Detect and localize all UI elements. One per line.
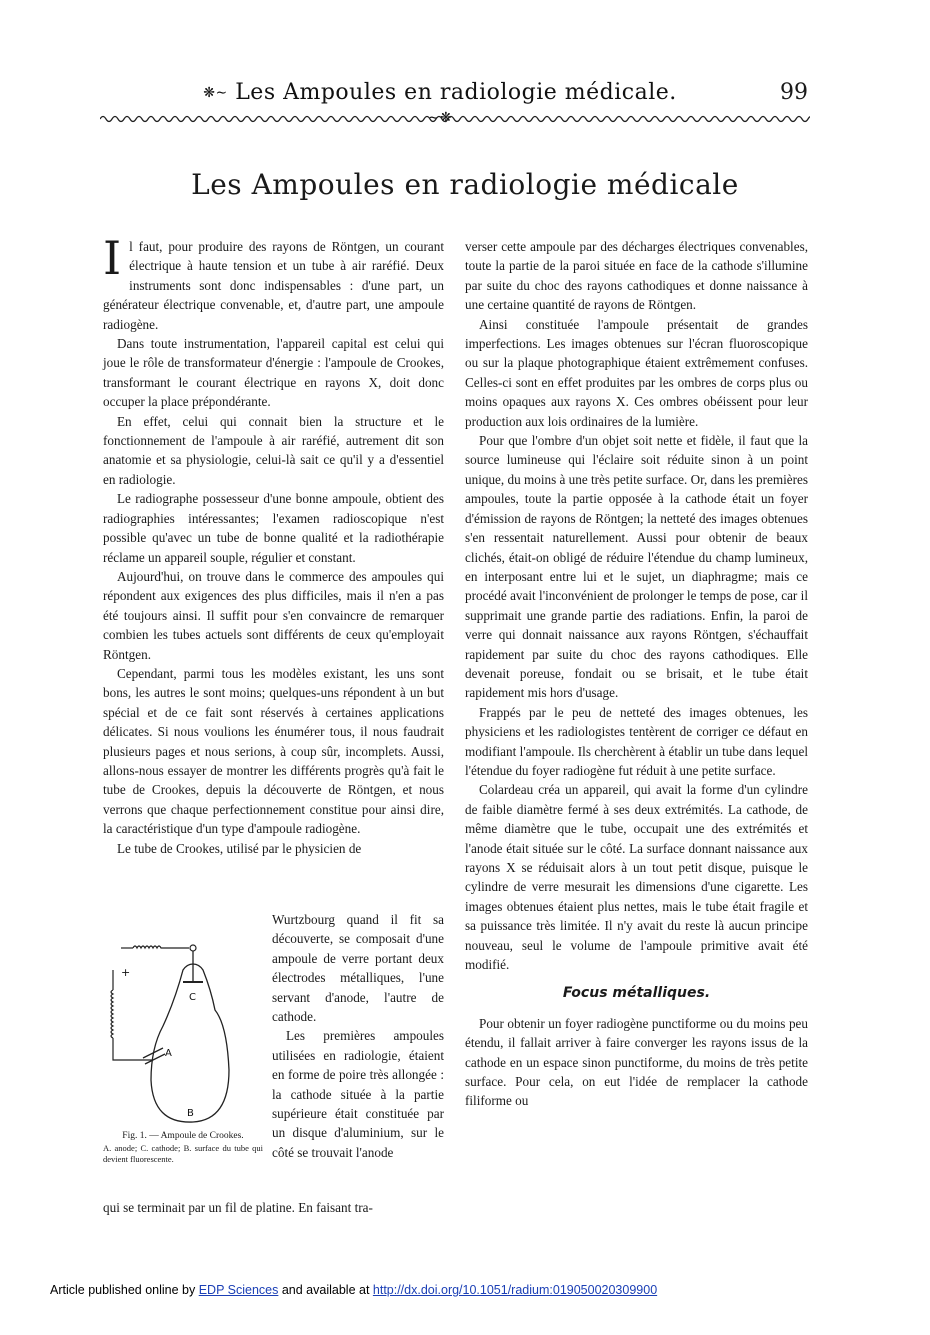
right-column bbox=[465, 237, 808, 1111]
figure-caption-title: Fig. 1. — Ampoule de Crookes. bbox=[122, 1131, 244, 1141]
paragraph: verser cette ampoule par des décharges électriques convenables, toute la partie de la paroi située en face de la cathode s'illumine par suite du choc des rayons cathodiques et donne naissance à une certaine quantité de rayons de Röntgen. bbox=[465, 239, 808, 313]
anode-label: A bbox=[165, 1048, 172, 1059]
figure-caption bbox=[103, 1130, 263, 1165]
cathode-label: C bbox=[189, 992, 196, 1003]
paragraph: Pour que l'ombre d'un objet soit nette et fidèle, il faut que la source lumineuse qui l'éclaire soit réduite sinon à un point unique, du moins à une très petite surface. Or, dans les premières ampoules, toute la partie opposée à la cathode était un foyer d'émission de rayons de Röntgen; la netteté des images obtenues s'en ressentait naturellement. Aussi pour obtenir de beaux clichés, était-on obligé de réduire l'étendue du champ lumineux, en interposant entre lui et le sujet, un diaphragme; mais ce procédé avait l'inconvénient de prolonger le temps de pose, car il supprimait une grande partie des radiations. Enfin, la paroi de verre qui donnait naissance aux rayons Röntgen, s'échauffait rapidement par suite du choc des rayons cathodiques. Elle devenait poreuse, fondait ou se brisait, et le tube était rapidement mis hors d'usage. bbox=[465, 433, 808, 701]
footer-middle: and available at bbox=[278, 1283, 373, 1297]
paragraph: Colardeau créa un appareil, qui avait la forme d'un cylindre de faible diamètre fermé à ses deux extrémités. La cathode, de même diamètre que le tube, occupait une des extrémités et l'anode était située sur le côté. La surface donnant naissance aux rayons X se réduisait alors à un tout petit disque, puisque le cylindre de verre mesurait les dimensions d'une cigarette. Les images obtenues étaient plus nettes, mais le tube était fragile et sa puissance très limitée. Il n'y avait du reste là aucun principe nouveau, seul le volume de l'ampoule primitive avait été modifié. bbox=[465, 782, 808, 973]
drop-cap: I bbox=[103, 231, 122, 285]
crookes-tube-diagram bbox=[103, 930, 263, 1130]
left-column-beside-figure bbox=[272, 910, 444, 1162]
bulb-label: B bbox=[187, 1108, 194, 1119]
paragraph: Frappés par le peu de netteté des images obtenues, les physiciens et les radiologistes tentèrent de corriger ce défaut en modifiant l'ampoule. Ils cherchèrent à établir un tube dans lequel l'étendue du foyer radiogène fut réduit à une petite surface. bbox=[465, 704, 808, 778]
paragraph: Pour obtenir un foyer radiogène punctiforme ou du moins peu étendu, il fallait arriver à faire converger les rayons issus de la cathode en un espace sinon punctiforme, du moins de très petite surface. Pour cela, on eut l'idée de remplacer la cathode filiforme ou bbox=[465, 1015, 808, 1109]
doi-link[interactable]: http://dx.doi.org/10.1051/radium:019050020309900 bbox=[372, 1283, 658, 1297]
right-ornament-icon: ∼❋ bbox=[427, 110, 453, 126]
section-subheading: Focus métalliques. bbox=[562, 985, 711, 1002]
paragraph: Le tube de Crookes, utilisé par le physicien de bbox=[117, 840, 362, 856]
plus-terminal-label: + bbox=[121, 966, 131, 979]
publication-footer bbox=[50, 1283, 657, 1297]
paragraph-continued: qui se terminait par un fil de platine. En faisant tra- bbox=[103, 1200, 373, 1215]
paragraph: Le radiographe possesseur d'une bonne ampoule, obtient des radiographies intéressantes; l'examen radioscopique n'est possible qu'avec un tube de bonne qualité et la radiothérapie réclame un appareil souple, régulier et constant. bbox=[103, 491, 444, 565]
article-title: Les Ampoules en radiologie médicale bbox=[191, 168, 739, 201]
left-column-last-line bbox=[103, 1198, 444, 1217]
left-column-top bbox=[103, 231, 444, 858]
figure-legend: A. anode; C. cathode; B. surface du tube qui devient fluorescente. bbox=[103, 1142, 263, 1164]
paragraph: Dans toute instrumentation, l'appareil capital est celui qui joue le rôle de transformateur d'énergie : l'ampoule de Crookes, transformant le courant électrique en rayons X, doit donc occuper la place prépondérante. bbox=[103, 336, 444, 410]
paragraph: Aujourd'hui, on trouve dans le commerce des ampoules qui répondent aux exigences des plus difficiles, mais il n'en a pas été toujours ainsi. Il suffit pour s'en convaincre de remarquer combien les tubes actuels sont différents de ceux qu'employait Röntgen. bbox=[103, 568, 444, 662]
footer-prefix: Article published online by bbox=[50, 1283, 199, 1297]
wavy-rule-divider bbox=[100, 113, 810, 125]
publisher-link[interactable]: EDP Sciences bbox=[198, 1283, 279, 1297]
paragraph: En effet, celui qui connait bien la structure et le fonctionnement de l'ampoule à air raréfié, autrement dit son anatomie et sa physiologie, celui-là sait ce qu'il y a d'essentiel en radiologie. bbox=[103, 413, 444, 487]
paragraph: Les premières ampoules utilisées en radiologie, étaient en forme de poire très allongée : la cathode située à la partie supérieure était constituée par un disque d'aluminium, sur le côté se trouvait l'anode bbox=[272, 1028, 444, 1160]
paragraph: Ainsi constituée l'ampoule présentait de grandes imperfections. Les images obtenues sur l'écran fluoroscopique ou sur la plaque photographique étaient extrêmement confuses. Celles-ci sont en effet produites par les ombres de corps plus ou moins opaques aux rayons X. Ces ombres obéissent pour leur production aux lois ordinaires de la lumière. bbox=[465, 316, 808, 429]
opening-paragraph: Il faut, pour produire des rayons de Röntgen, un courant électrique à haute tension et un tube à air raréfié. Deux instruments sont donc indispensables : d'une part, un générateur électrique convenable, et, d'autre part, une ampoule radiogène. bbox=[103, 231, 444, 332]
paragraph: Cependant, parmi tous les modèles existant, les uns sont bons, les autres le sont moins; quelques-uns répondent à un but spécial et de ce fait sont réservés à certaines applications délicates. Si nous voulions les énumérer tous, il nous faudrait plusieurs pages et nous serions, à coup sûr, incomplets. Aussi, allons-nous essayer de montrer les différents progrès qu'à fait le tube de Crookes, depuis la découverte de Röntgen, et nous verrons que chaque perfectionnement constitue pour ainsi dire, la caractéristique d'un type d'ampoule radiogène. bbox=[103, 665, 444, 837]
page-number: 99 bbox=[780, 80, 808, 105]
paragraph: Wurtzbourg quand il fit sa découverte, se composait d'une ampoule de verre portant deux électrodes métalliques, l'une servant d'anode, l'autre de cathode. bbox=[272, 912, 444, 1025]
left-ornament-icon: ❋∼ bbox=[203, 85, 228, 101]
running-title: Les Ampoules en radiologie médicale. bbox=[235, 80, 677, 105]
